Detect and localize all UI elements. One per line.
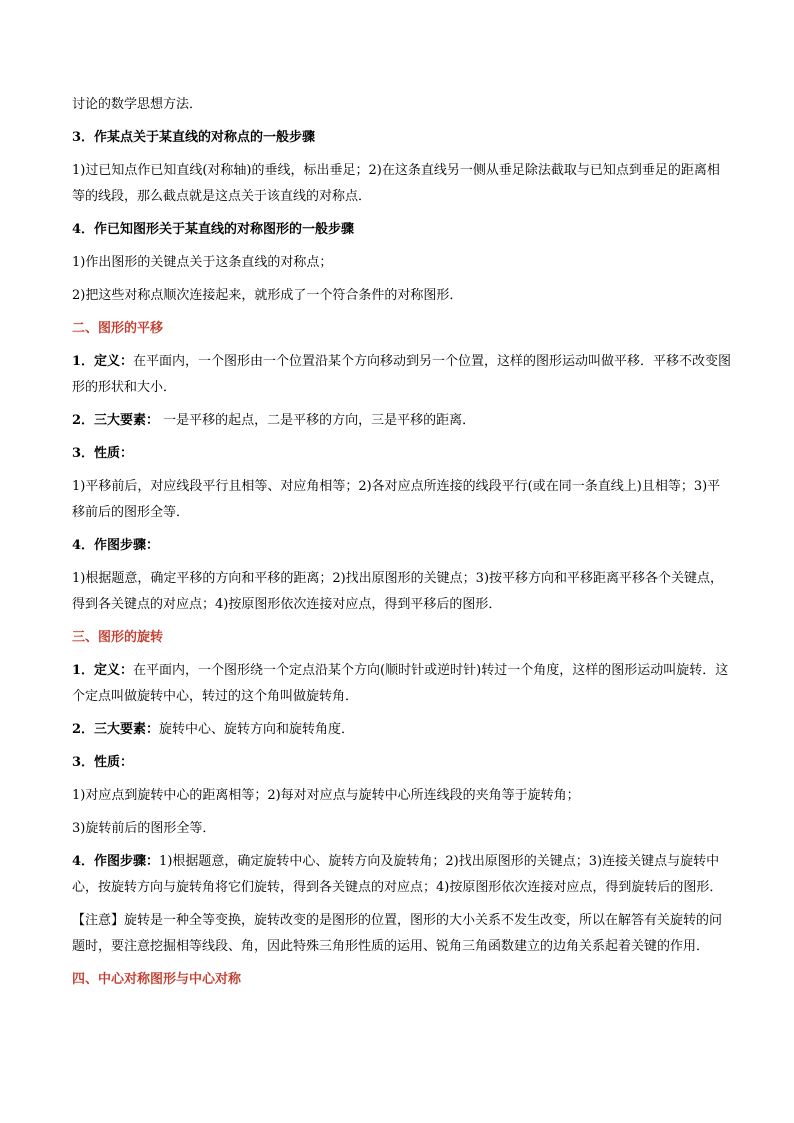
paragraph-translation-drawing-steps: 1)根据题意，确定平移的方向和平移的距离；2)找出原图形的关键点；3)按平移方向和平移距离平移各个关键点，得到各关键点的对应点；4)按原图形依次连接对应点，得到平移后的图形． — [72, 571, 724, 612]
label-drawing-steps: 4．作图步骤： — [72, 854, 160, 869]
paragraph-translation-definition: 1．定义：在平面内，一个图形由一个位置沿某个方向移动到另一个位置，这样的图形运动叫做平移．平移不改变图形的形状和大小． — [72, 354, 732, 395]
paragraph-continuation: 讨论的数学思想方法． — [72, 97, 203, 112]
paragraph-rotation-property-1-2: 1)对应点到旋转中心的距离相等；2)每对对应点与旋转中心所连线段的夹角等于旋转角； — [72, 788, 580, 803]
label-three-elements: 2．三大要素： — [72, 413, 160, 428]
paragraph-translation-elements: 2．三大要素： 一是平移的起点，二是平移的方向，三是平移的距离． — [72, 413, 476, 428]
heading-symmetric-figure-steps: 4．作已知图形关于某直线的对称图形的一般步骤 — [72, 222, 355, 237]
paragraph-rotation-drawing-steps: 4．作图步骤：1)根据题意，确定旋转中心、旋转方向及旋转角；2)找出原图形的关键点；3)连接关键点与旋转中心，按旋转方向与旋转角将它们旋转，得到各关键点的对应点；4)按原图形依次连接对应点，得到旋转后的图形． — [72, 854, 723, 895]
paragraph-rotation-elements: 2．三大要素：旋转中心、旋转方向和旋转角度． — [72, 722, 355, 737]
paragraph-translation-properties: 1)平移前后，对应线段平行且相等、对应角相等；2)各对应点所连接的线段平行(或在同一条直线上)且相等；3)平移前后的图形全等． — [72, 479, 721, 520]
label-note: 【注意】 — [72, 913, 125, 928]
paragraph-symmetric-point-steps: 1)过已知点作已知直线(对称轴)的垂线，标出垂足；2)在这条直线另一侧从垂足除法截取与已知点到垂足的距离相等的线段，那么截点就是这点关于该直线的对称点． — [72, 163, 720, 204]
document-page — [72, 92, 732, 1000]
section-title-central-symmetry: 四、中心对称图形与中心对称 — [72, 972, 242, 987]
label-definition: 1．定义： — [72, 354, 134, 369]
heading-symmetric-point-steps: 3．作某点关于某直线的对称点的一般步骤 — [72, 130, 316, 145]
section-title-translation: 二、图形的平移 — [72, 321, 164, 336]
section-title-rotation: 三、图形的旋转 — [72, 630, 164, 645]
paragraph-rotation-definition: 1．定义：在平面内，一个图形绕一个定点沿某个方向(顺时针或逆时针)转过一个角度，这样的图形运动叫旋转．这个定点叫做旋转中心，转过的这个角叫做旋转角． — [72, 663, 729, 704]
heading-rotation-properties: 3．性质： — [72, 755, 134, 770]
heading-translation-properties: 3．性质： — [72, 446, 134, 461]
label-definition: 1．定义： — [72, 663, 134, 678]
paragraph-symmetric-figure-step-1: 1)作出图形的关键点关于这条直线的对称点； — [72, 255, 333, 270]
label-three-elements: 2．三大要素： — [72, 722, 160, 737]
heading-translation-drawing-steps: 4．作图步骤： — [72, 538, 160, 553]
paragraph-rotation-note: 【注意】旋转是一种全等变换，旋转改变的是图形的位置，图形的大小关系不发生改变，所以在解答有关旋转的问题时，要注意挖掘相等线段、角，因此特殊三角形性质的运用、锐角三角函数建立的边角关系起着关键的作用． — [72, 913, 723, 954]
paragraph-symmetric-figure-step-2: 2)把这些对称点顺次连接起来，就形成了一个符合条件的对称图形． — [72, 288, 463, 303]
paragraph-rotation-property-3: 3)旋转前后的图形全等． — [72, 821, 216, 836]
